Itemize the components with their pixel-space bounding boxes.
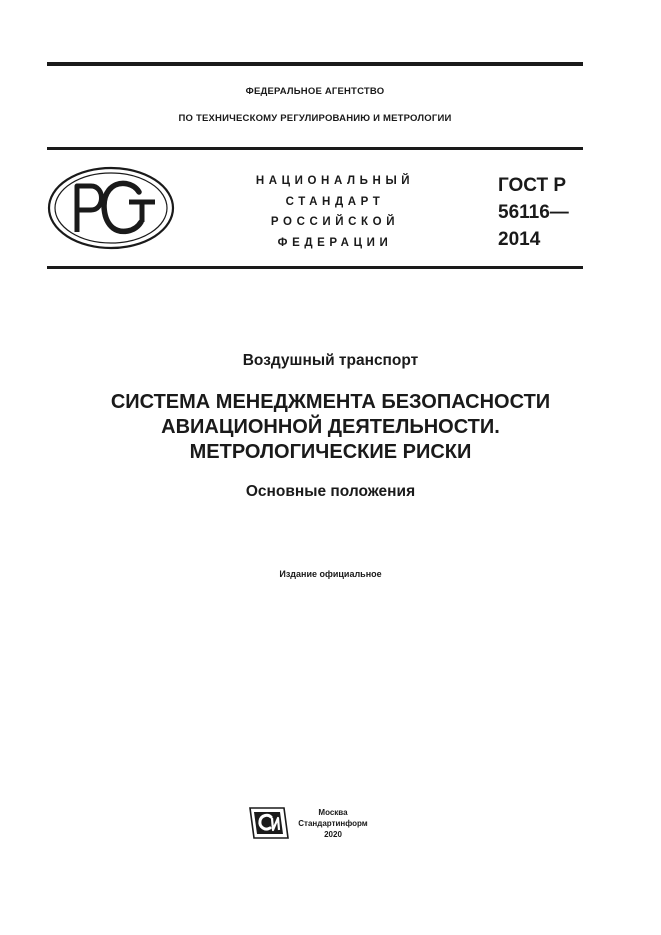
- national-standard-label: [215, 171, 455, 253]
- publisher-info: [296, 807, 370, 840]
- designation-line: ГОСТ Р: [498, 175, 567, 196]
- top-rule: [47, 62, 583, 66]
- rst-conformity-mark-icon: [47, 166, 175, 250]
- standard-designation: [498, 172, 569, 253]
- title-line: МЕТРОЛОГИЧЕСКИЕ РИСКИ: [189, 441, 472, 463]
- title-line: АВИАЦИОННОЙ ДЕЯТЕЛЬНОСТИ.: [161, 416, 500, 438]
- agency-line-1: ФЕДЕРАЛЬНОЕ АГЕНТСТВО: [245, 86, 385, 97]
- document-title: [0, 390, 661, 465]
- document-subject: Воздушный транспорт: [242, 352, 419, 369]
- title-line: СИСТЕМА МЕНЕДЖМЕНТА БЕЗОПАСНОСТИ: [110, 391, 551, 413]
- edition-label: Издание официальное: [279, 569, 382, 579]
- designation-line: 56116—: [498, 202, 569, 223]
- standard-label-line: ФЕДЕРАЦИИ: [277, 236, 393, 249]
- publisher-city: Москва: [318, 808, 348, 817]
- agency-line-2: ПО ТЕХНИЧЕСКОМУ РЕГУЛИРОВАНИЮ И МЕТРОЛОГИИ: [178, 113, 452, 124]
- publication-year: 2020: [324, 830, 342, 839]
- bottom-rule: [47, 266, 583, 269]
- standard-label-line: РОССИЙСКОЙ: [270, 216, 400, 228]
- document-subtitle: Основные положения: [245, 483, 416, 500]
- standartinform-logo-icon: [246, 806, 290, 840]
- middle-rule: [47, 147, 583, 150]
- standard-label-line: СТАНДАРТ: [285, 195, 385, 208]
- standard-label-line: НАЦИОНАЛЬНЫЙ: [255, 175, 415, 187]
- publisher-name: Стандартинформ: [298, 819, 368, 828]
- designation-line: 2014: [498, 229, 541, 250]
